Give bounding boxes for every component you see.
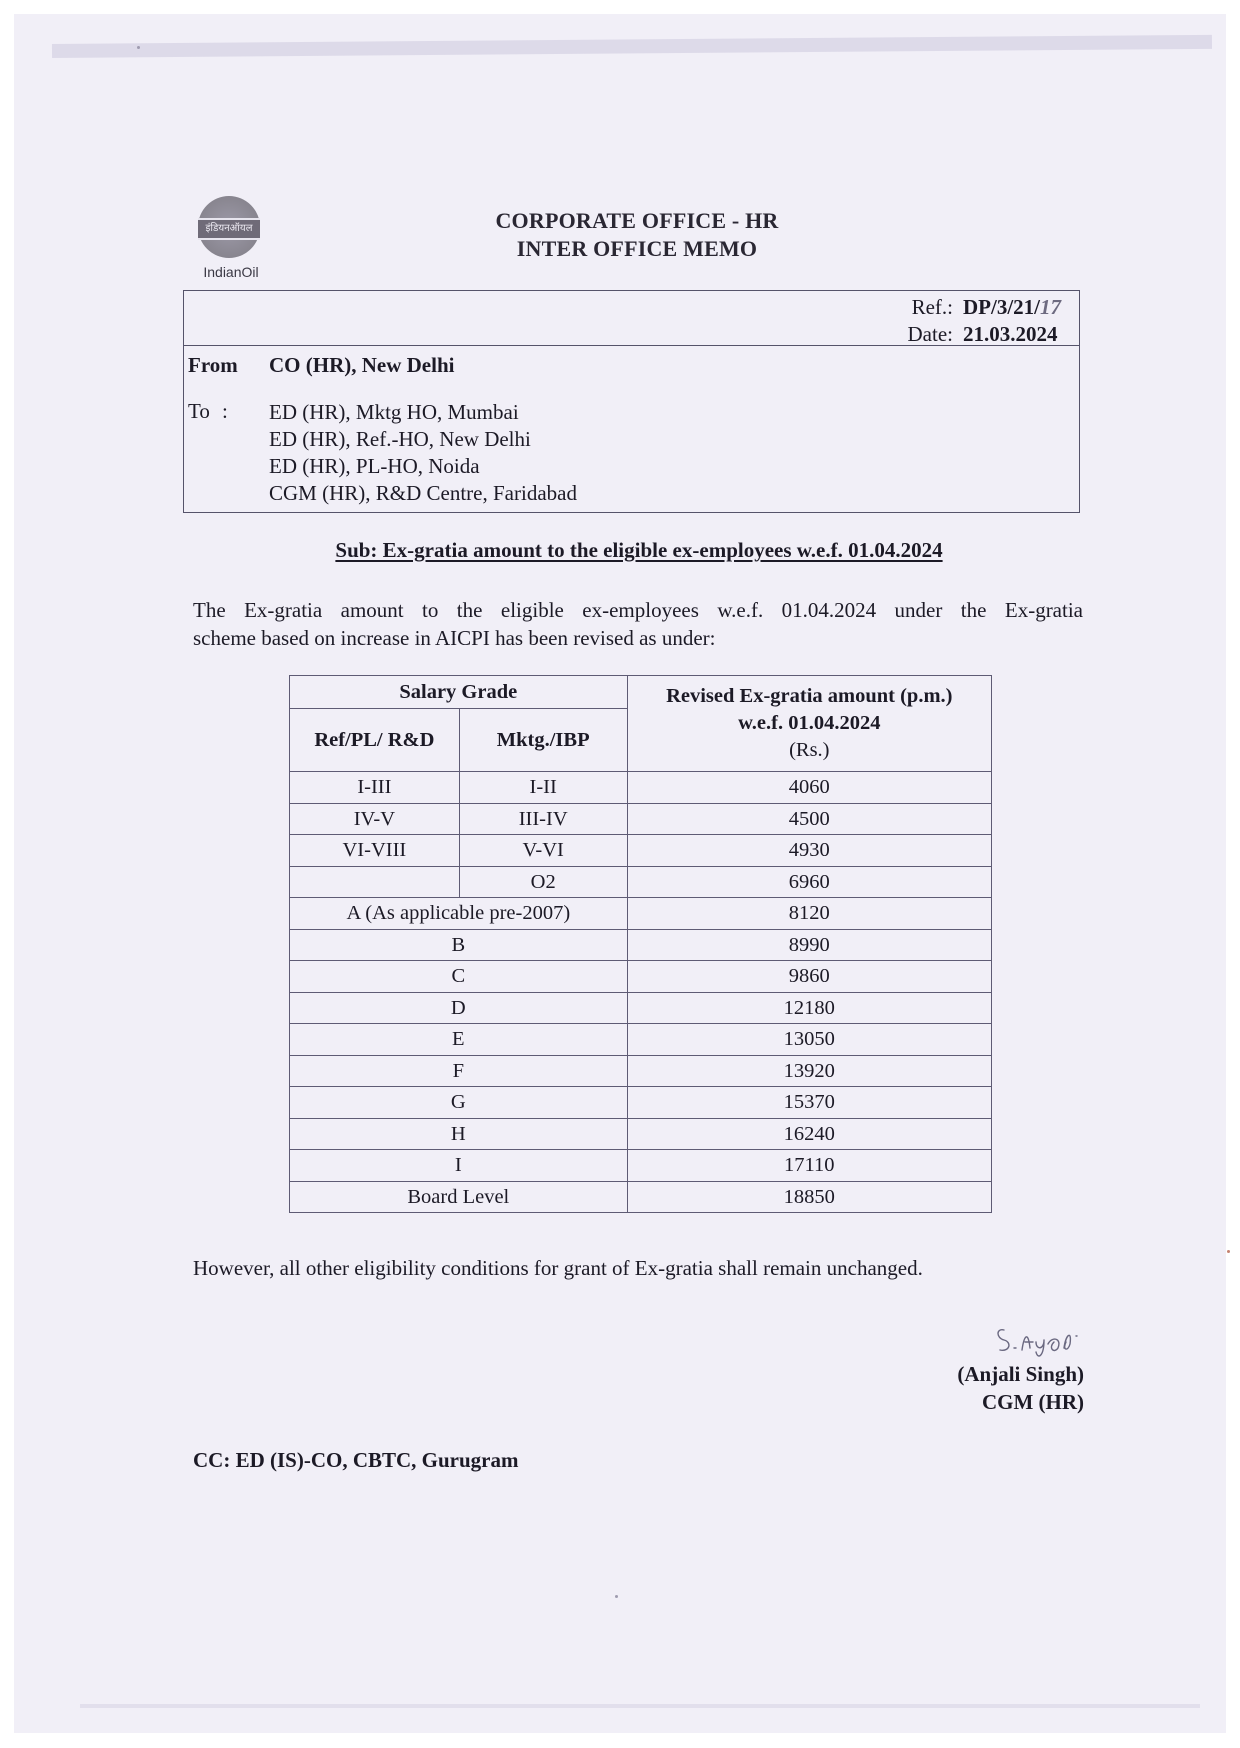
memo-subject: Sub: Ex-gratia amount to the eligible ex-employees w.e.f. 01.04.2024 — [335, 538, 943, 562]
amount-cell: 18850 — [627, 1181, 991, 1213]
ref-grade-cell: VI-VIII — [290, 835, 460, 867]
mktg-grade-cell: V-VI — [459, 835, 627, 867]
ref-grade-cell: I-III — [290, 772, 460, 804]
amount-cell: 4500 — [627, 803, 991, 835]
scan-speck — [137, 46, 140, 49]
grade-cell: E — [290, 1024, 628, 1056]
table-row — [290, 898, 992, 930]
table-row — [290, 1024, 992, 1056]
cc-line: CC: ED (IS)-CO, CBTC, Gurugram — [193, 1448, 519, 1472]
header-amount-line2: w.e.f. 01.04.2024 — [738, 712, 881, 734]
amount-cell: 6960 — [627, 866, 991, 898]
table-row — [290, 835, 992, 867]
recipient: ED (HR), PL-HO, Noida — [269, 454, 480, 478]
table-row — [290, 1118, 992, 1150]
amount-cell: 13920 — [627, 1055, 991, 1087]
amount-cell: 4060 — [627, 772, 991, 804]
ref-number: DP/3/21/ — [963, 295, 1040, 319]
ref-date-block — [885, 294, 1061, 348]
intro-line-2: scheme based on increase in AICPI has been revised as under: — [193, 626, 716, 650]
amount-cell: 17110 — [627, 1150, 991, 1182]
grade-cell: G — [290, 1087, 628, 1119]
amount-cell: 13050 — [627, 1024, 991, 1056]
recipient: ED (HR), Ref.-HO, New Delhi — [269, 427, 531, 451]
amount-cell: 15370 — [627, 1087, 991, 1119]
indianoil-logo-icon — [198, 196, 260, 258]
table-row — [290, 1087, 992, 1119]
memo-title-office: CORPORATE OFFICE - HR — [495, 208, 779, 233]
closing-statement: However, all other eligibility conditions for grant of Ex-gratia shall remain unchanged. — [193, 1256, 923, 1280]
logo-band-text: इंडियनऑयल — [198, 218, 260, 240]
logo-label: IndianOil — [203, 264, 259, 280]
amount-cell: 12180 — [627, 992, 991, 1024]
memo-title-type: INTER OFFICE MEMO — [516, 236, 758, 261]
amount-cell: 8120 — [627, 898, 991, 930]
scan-artifact-band-bottom — [80, 1704, 1200, 1708]
grade-cell: F — [290, 1055, 628, 1087]
mktg-grade-cell: III-IV — [459, 803, 627, 835]
date-value: 21.03.2024 — [963, 322, 1058, 346]
intro-paragraph — [193, 596, 1083, 652]
ex-gratia-table — [289, 675, 992, 1213]
mktg-grade-cell: O2 — [459, 866, 627, 898]
amount-cell: 9860 — [627, 961, 991, 993]
grade-cell: A (As applicable pre-2007) — [290, 898, 628, 930]
grade-cell: I — [290, 1150, 628, 1182]
table-row — [290, 772, 992, 804]
table-row — [290, 1055, 992, 1087]
from-row — [188, 353, 454, 378]
table-row — [290, 1150, 992, 1182]
recipient: ED (HR), Mktg HO, Mumbai — [269, 400, 519, 424]
from-value: CO (HR), New Delhi — [269, 353, 455, 377]
header-amount-currency: (Rs.) — [789, 739, 830, 761]
table-row — [290, 1181, 992, 1213]
scan-speck — [615, 1595, 618, 1598]
header-divider — [184, 345, 1079, 346]
recipient: CGM (HR), R&D Centre, Faridabad — [269, 481, 577, 505]
grade-cell: Board Level — [290, 1181, 628, 1213]
table-row — [290, 961, 992, 993]
grade-cell: C — [290, 961, 628, 993]
ref-grade-cell: IV-V — [290, 803, 460, 835]
grade-cell: B — [290, 929, 628, 961]
scan-speck — [1227, 1250, 1230, 1253]
signatory-name: (Anjali Singh) — [957, 1362, 1084, 1386]
to-colon: : — [222, 399, 228, 423]
ref-handwritten-number: 17 — [1040, 295, 1061, 319]
header-salary-grade: Salary Grade — [290, 676, 628, 709]
grade-cell: D — [290, 992, 628, 1024]
ref-label: Ref.: — [911, 295, 953, 319]
mktg-grade-cell: I-II — [459, 772, 627, 804]
header-ref-pl-rd: Ref/PL/ R&D — [290, 709, 460, 772]
amount-cell: 16240 — [627, 1118, 991, 1150]
from-label: From — [188, 353, 238, 377]
amount-cell: 8990 — [627, 929, 991, 961]
amount-cell: 4930 — [627, 835, 991, 867]
header-amount — [627, 676, 991, 772]
table-row — [290, 992, 992, 1024]
to-label: To — [188, 399, 210, 423]
grade-cell: H — [290, 1118, 628, 1150]
header-amount-line1: Revised Ex-gratia amount (p.m.) — [666, 685, 953, 707]
signatory-block — [957, 1360, 1084, 1416]
memo-header-box — [183, 290, 1080, 513]
to-row — [188, 399, 577, 507]
intro-line-1: The Ex-gratia amount to the eligible ex-employees w.e.f. 01.04.2024 under the Ex-gratia — [193, 598, 1083, 622]
date-row — [885, 321, 1061, 348]
header-mktg-ibp: Mktg./IBP — [459, 709, 627, 772]
table-row — [290, 866, 992, 898]
table-row — [290, 929, 992, 961]
ref-grade-cell — [290, 866, 460, 898]
date-label: Date: — [907, 322, 953, 346]
to-recipients — [269, 399, 577, 507]
signature-scribble-icon — [992, 1322, 1082, 1362]
ref-row — [885, 294, 1061, 321]
table-row — [290, 803, 992, 835]
signatory-designation: CGM (HR) — [981, 1390, 1084, 1414]
ref-value — [963, 294, 1061, 321]
